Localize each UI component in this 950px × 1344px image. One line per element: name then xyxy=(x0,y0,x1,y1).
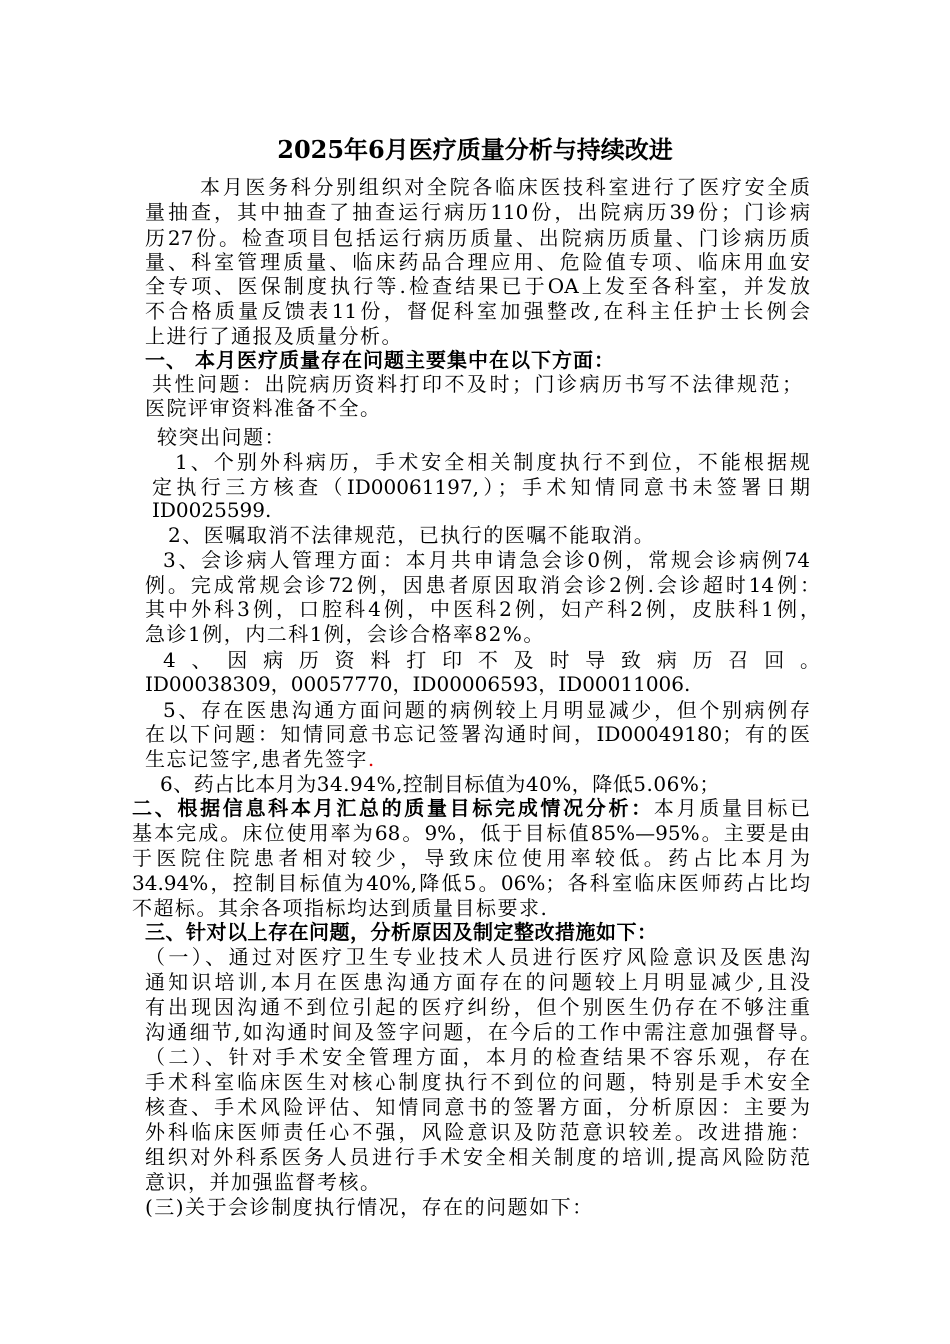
text-line: 定执行三方核查（ID00061197,）；手术知情同意书未签署日期 xyxy=(152,475,810,499)
text-line: 基本完成。床位使用率为68。9%，低于目标值85%—95%。主要是由 xyxy=(132,821,810,845)
text-line: 核查、手术风险评估、知情同意书的签署方面，分析原因：主要为 xyxy=(145,1095,810,1119)
section-heading: 二、根据信息科本月汇总的质量目标完成情况分析： xyxy=(132,796,654,820)
document-title: 2025年6月医疗质量分析与持续改进 xyxy=(277,135,673,164)
text-line: 医院评审资料准备不全。 xyxy=(145,396,382,420)
text-line: 有出现因沟通不到位引起的医疗纠纷，但个别医生仍存在不够注重 xyxy=(145,995,810,1019)
text-line: 外科临床医师责任心不强，风险意识及防范意识较差。改进措施： xyxy=(145,1120,810,1144)
text-line: ID0025599. xyxy=(152,498,272,522)
text-span: 生忘记签字,患者先签字 xyxy=(145,747,368,771)
text-span: 本月质量目标已 xyxy=(653,796,811,820)
text-line: 全专项、医保制度执行等.检查结果已于OA上发至各科室，并发放 xyxy=(145,274,810,298)
text-line: 34.94%，控制目标值为40%,降低5。06%；各科室临床医师药占比均 xyxy=(132,871,810,895)
text-line: 量、科室管理质量、临床药品合理应用、危险值专项、临床用血安 xyxy=(145,250,810,274)
text-line: 组织对外科系医务人员进行手术安全相关制度的培训,提高风险防范 xyxy=(145,1145,810,1169)
text-line xyxy=(132,796,810,820)
text-line: 不合格质量反馈表11份，督促科室加强整改,在科主任护士长例会 xyxy=(145,299,810,323)
text-line: （二）、针对手术安全管理方面，本月的检查结果不容乐观，存在 xyxy=(145,1045,810,1069)
text-line: 沟通细节,如沟通时间及签字问题，在今后的工作中需注意加强督导。 xyxy=(145,1020,820,1044)
text-line: ID00038309，00057770，ID00006593，ID00011006. xyxy=(145,672,691,696)
text-line: 4、因病历资料打印不及时导致病历召回。 xyxy=(163,648,820,672)
text-line: 1、个别外科病历，手术安全相关制度执行不到位，不能根据规 xyxy=(175,450,810,474)
section-heading: 一、 本月医疗质量存在问题主要集中在以下方面： xyxy=(145,348,615,372)
text-line: 意识，并加强监督考核。 xyxy=(145,1170,382,1194)
text-line: 上进行了通报及质量分析。 xyxy=(145,324,403,348)
subheading: 较突出问题： xyxy=(157,425,286,449)
text-line: 例。完成常规会诊72例，因患者原因取消会诊2例.会诊超时14例： xyxy=(145,573,820,597)
text-line: (三)关于会诊制度执行情况，存在的问题如下： xyxy=(145,1195,594,1219)
text-line: 3、会诊病人管理方面：本月共申请急会诊0例，常规会诊病例74 xyxy=(163,548,810,572)
text-line: 于医院住院患者相对较少，导致床位使用率较低。药占比本月为 xyxy=(132,846,810,870)
text-line: 6、药占比本月为34.94%,控制目标值为40%，降低5.06%； xyxy=(160,772,720,796)
red-period: . xyxy=(367,747,376,771)
text-line: 不超标。其余各项指标均达到质量目标要求. xyxy=(132,896,549,920)
text-line: 2、医嘱取消不法律规范，已执行的医嘱不能取消。 xyxy=(168,523,656,547)
text-line: 其中外科3例，口腔科4例，中医科2例，妇产科2例，皮肤科1例， xyxy=(145,597,820,621)
text-line: 5、存在医患沟通方面问题的病例较上月明显减少，但个别病例存 xyxy=(163,698,810,722)
section-heading: 三、针对以上存在问题，分析原因及制定整改措施如下： xyxy=(145,920,658,944)
text-line xyxy=(145,747,376,771)
text-line: 本月医务科分别组织对全院各临床医技科室进行了医疗安全质 xyxy=(200,175,810,199)
text-line: 手术科室临床医生对核心制度执行不到位的问题，特别是手术安全 xyxy=(145,1070,810,1094)
text-line: （一）、通过对医疗卫生专业技术人员进行医疗风险意识及医患沟 xyxy=(145,945,810,969)
text-line: 通知识培训,本月在医患沟通方面存在的问题较上月明显减少,且没 xyxy=(145,970,810,994)
text-line: 历27份。检查项目包括运行病历质量、出院病历质量、门诊病历质 xyxy=(145,226,810,250)
text-line: 共性问题：出院病历资料打印不及时；门诊病历书写不法律规范； xyxy=(152,372,802,396)
text-line: 急诊1例，内二科1例，会诊合格率82%。 xyxy=(145,622,545,646)
text-line: 在以下问题：知情同意书忘记签署沟通时间，ID00049180；有的医 xyxy=(145,722,810,746)
text-line: 量抽查，其中抽查了抽查运行病历110份，出院病历39份；门诊病 xyxy=(145,200,810,224)
